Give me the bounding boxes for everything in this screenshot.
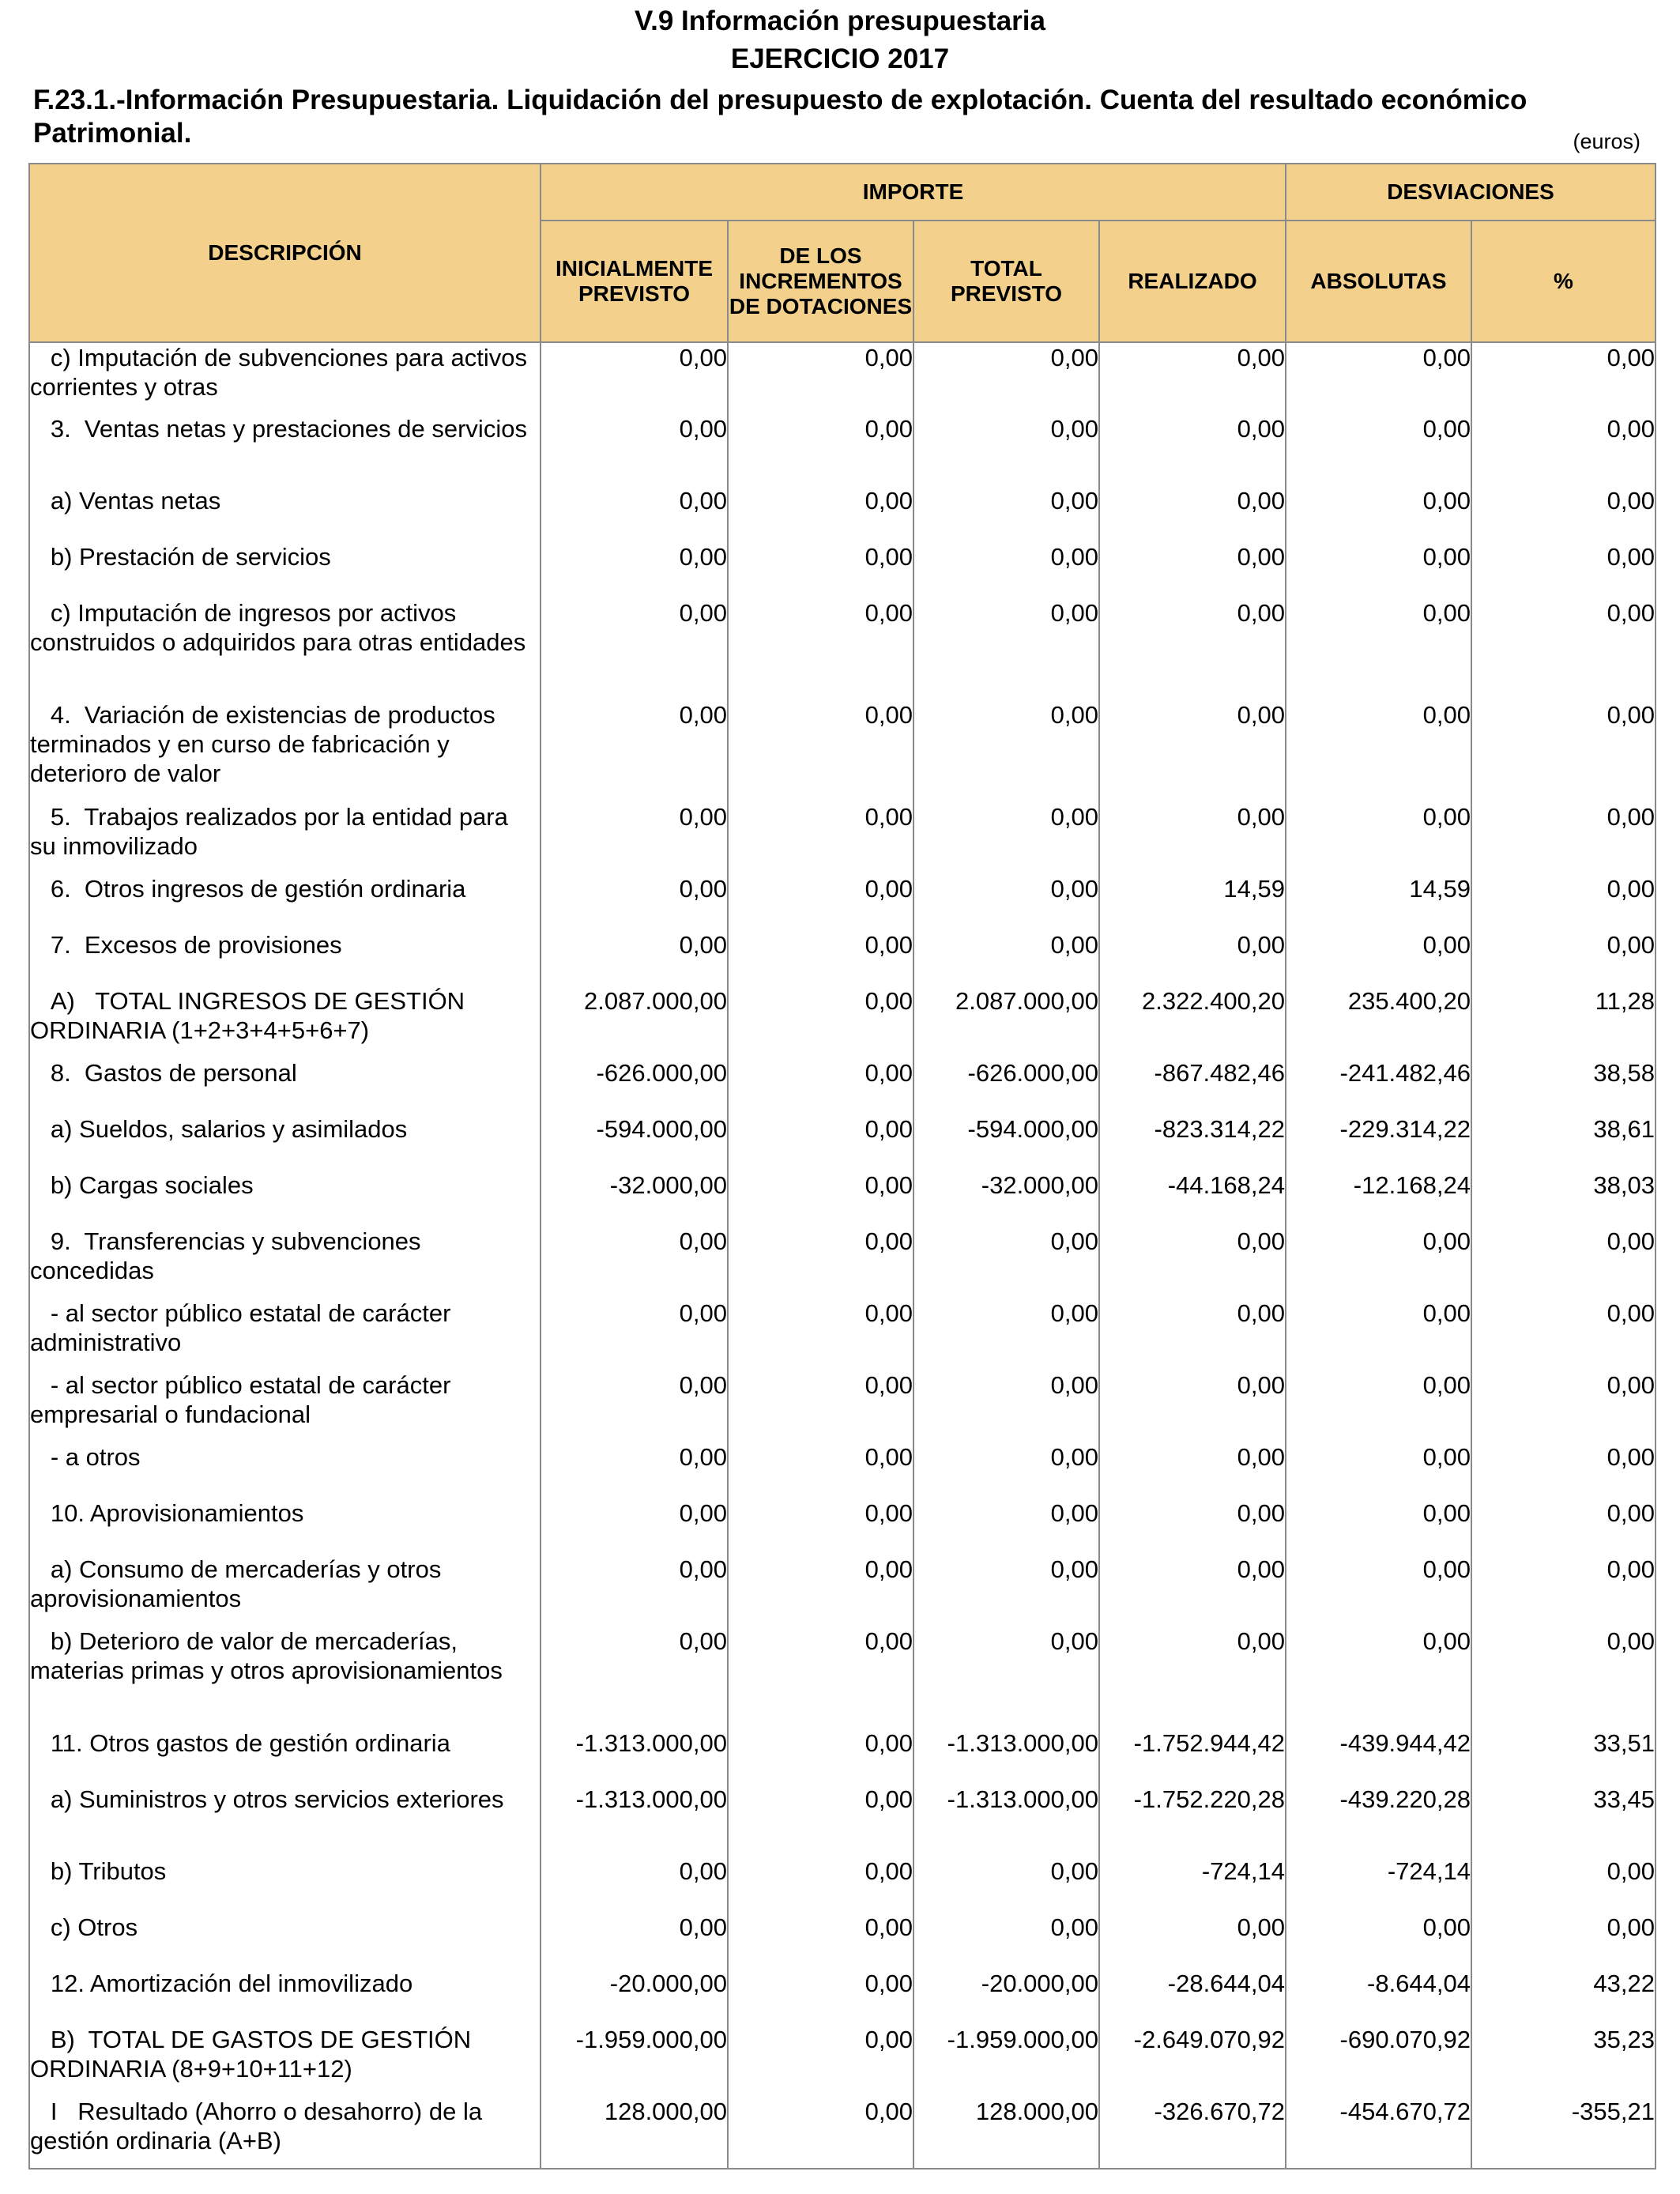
- cell-abs: -229.314,22: [1286, 1114, 1471, 1171]
- row-description: 9. Transferencias y subvenciones concedidas: [29, 1227, 541, 1299]
- table-row: [29, 1913, 1656, 1969]
- cell-realizado: 2.322.400,20: [1099, 986, 1286, 1058]
- cell-realizado: -44.168,24: [1099, 1171, 1286, 1227]
- cell-pct: 38,03: [1471, 1171, 1656, 1227]
- cell-total: 0,00: [913, 1913, 1099, 1969]
- table-row: [29, 342, 1656, 414]
- cell-total: 0,00: [913, 1627, 1099, 1728]
- cell-pct: 0,00: [1471, 598, 1656, 700]
- cell-abs: 0,00: [1286, 1913, 1471, 1969]
- table-row: [29, 1114, 1656, 1171]
- cell-realizado: -28.644,04: [1099, 1969, 1286, 2025]
- table-row: [29, 1498, 1656, 1555]
- cell-incr: 0,00: [728, 598, 913, 700]
- cell-abs: 0,00: [1286, 1555, 1471, 1627]
- cell-abs: -690.070,92: [1286, 2025, 1471, 2097]
- cell-pct: 35,23: [1471, 2025, 1656, 2097]
- table-row: [29, 1299, 1656, 1370]
- cell-pct: 0,00: [1471, 930, 1656, 986]
- table-body: [29, 342, 1656, 2169]
- cell-pct: 0,00: [1471, 1498, 1656, 1555]
- cell-total: -594.000,00: [913, 1114, 1099, 1171]
- cell-inicial: -626.000,00: [541, 1058, 728, 1114]
- header-inicialmente-previsto: INICIALMENTE PREVISTO: [541, 221, 728, 342]
- cell-abs: -12.168,24: [1286, 1171, 1471, 1227]
- cell-total: 0,00: [913, 1227, 1099, 1299]
- table-row: [29, 1969, 1656, 2025]
- cell-total: 0,00: [913, 542, 1099, 598]
- header-descripcion: DESCRIPCIÓN: [29, 164, 541, 342]
- cell-total: 0,00: [913, 1442, 1099, 1498]
- cell-pct: 0,00: [1471, 1227, 1656, 1299]
- row-description: a) Sueldos, salarios y asimilados: [29, 1114, 541, 1171]
- cell-pct: 0,00: [1471, 414, 1656, 486]
- cell-abs: -439.220,28: [1286, 1785, 1471, 1857]
- cell-abs: -8.644,04: [1286, 1969, 1471, 2025]
- cell-inicial: 0,00: [541, 1227, 728, 1299]
- cell-realizado: 0,00: [1099, 342, 1286, 414]
- cell-inicial: 0,00: [541, 1498, 728, 1555]
- cell-realizado: 0,00: [1099, 930, 1286, 986]
- cell-inicial: 0,00: [541, 414, 728, 486]
- table-row: [29, 598, 1656, 700]
- cell-realizado: 0,00: [1099, 1555, 1286, 1627]
- row-description: 5. Trabajos realizados por la entidad para su inmovilizado: [29, 802, 541, 874]
- cell-incr: 0,00: [728, 1785, 913, 1857]
- cell-pct: 0,00: [1471, 874, 1656, 930]
- cell-inicial: 128.000,00: [541, 2097, 728, 2169]
- table-row: [29, 1728, 1656, 1785]
- cell-realizado: 0,00: [1099, 802, 1286, 874]
- cell-abs: -454.670,72: [1286, 2097, 1471, 2169]
- cell-total: -1.313.000,00: [913, 1728, 1099, 1785]
- cell-incr: 0,00: [728, 1058, 913, 1114]
- cell-inicial: 2.087.000,00: [541, 986, 728, 1058]
- cell-realizado: 0,00: [1099, 1299, 1286, 1370]
- cell-pct: 11,28: [1471, 986, 1656, 1058]
- report-subtitle: F.23.1.-Información Presupuestaria. Liquidación del presupuesto de explotación. Cuenta del resultado económico Patrimonial.: [33, 85, 1527, 149]
- table-row: [29, 700, 1656, 802]
- cell-total: -32.000,00: [913, 1171, 1099, 1227]
- cell-pct: 38,61: [1471, 1114, 1656, 1171]
- row-description: 8. Gastos de personal: [29, 1058, 541, 1114]
- cell-abs: 0,00: [1286, 1370, 1471, 1442]
- cell-pct: 0,00: [1471, 1299, 1656, 1370]
- cell-realizado: -823.314,22: [1099, 1114, 1286, 1171]
- cell-inicial: 0,00: [541, 542, 728, 598]
- row-description: c) Imputación de subvenciones para activos corrientes y otras: [29, 342, 541, 414]
- cell-inicial: -1.313.000,00: [541, 1728, 728, 1785]
- cell-inicial: -32.000,00: [541, 1171, 728, 1227]
- row-description: 10. Aprovisionamientos: [29, 1498, 541, 1555]
- table-row: [29, 1227, 1656, 1299]
- cell-incr: 0,00: [728, 414, 913, 486]
- cell-pct: 33,45: [1471, 1785, 1656, 1857]
- cell-total: -1.959.000,00: [913, 2025, 1099, 2097]
- cell-pct: 38,58: [1471, 1058, 1656, 1114]
- table-row: [29, 986, 1656, 1058]
- cell-incr: 0,00: [728, 1442, 913, 1498]
- row-description: 6. Otros ingresos de gestión ordinaria: [29, 874, 541, 930]
- cell-inicial: 0,00: [541, 874, 728, 930]
- cell-abs: 0,00: [1286, 1227, 1471, 1299]
- row-description: a) Suministros y otros servicios exteriores: [29, 1785, 541, 1857]
- table-row: [29, 1857, 1656, 1913]
- cell-incr: 0,00: [728, 700, 913, 802]
- cell-realizado: -326.670,72: [1099, 2097, 1286, 2169]
- cell-realizado: 0,00: [1099, 542, 1286, 598]
- cell-total: 0,00: [913, 342, 1099, 414]
- row-description: 4. Variación de existencias de productos terminados y en curso de fabricación y deterioro de valor: [29, 700, 541, 802]
- cell-total: -626.000,00: [913, 1058, 1099, 1114]
- cell-inicial: -594.000,00: [541, 1114, 728, 1171]
- header-total-previsto: TOTAL PREVISTO: [913, 221, 1099, 342]
- cell-incr: 0,00: [728, 342, 913, 414]
- cell-abs: 0,00: [1286, 414, 1471, 486]
- cell-realizado: 0,00: [1099, 414, 1286, 486]
- table-row: [29, 486, 1656, 542]
- cell-abs: 0,00: [1286, 1299, 1471, 1370]
- cell-inicial: -1.959.000,00: [541, 2025, 728, 2097]
- cell-abs: 0,00: [1286, 1498, 1471, 1555]
- cell-incr: 0,00: [728, 542, 913, 598]
- cell-inicial: 0,00: [541, 342, 728, 414]
- cell-pct: 0,00: [1471, 1555, 1656, 1627]
- fiscal-year-title: EJERCICIO 2017: [730, 43, 950, 74]
- cell-realizado: 0,00: [1099, 700, 1286, 802]
- cell-incr: 0,00: [728, 486, 913, 542]
- cell-incr: 0,00: [728, 1370, 913, 1442]
- table-row: [29, 1555, 1656, 1627]
- row-description: 3. Ventas netas y prestaciones de servicios: [29, 414, 541, 486]
- table-row: [29, 1785, 1656, 1857]
- cell-realizado: 14,59: [1099, 874, 1286, 930]
- cell-inicial: 0,00: [541, 1370, 728, 1442]
- cell-pct: 0,00: [1471, 542, 1656, 598]
- row-description: c) Imputación de ingresos por activos construidos o adquiridos para otras entidades: [29, 598, 541, 700]
- table-row: [29, 930, 1656, 986]
- cell-incr: 0,00: [728, 1913, 913, 1969]
- header-desviaciones: DESVIACIONES: [1286, 164, 1656, 221]
- cell-incr: 0,00: [728, 2025, 913, 2097]
- row-description: c) Otros: [29, 1913, 541, 1969]
- row-description: b) Prestación de servicios: [29, 542, 541, 598]
- cell-inicial: 0,00: [541, 486, 728, 542]
- cell-pct: 0,00: [1471, 1627, 1656, 1728]
- cell-incr: 0,00: [728, 874, 913, 930]
- cell-abs: 0,00: [1286, 486, 1471, 542]
- cell-realizado: 0,00: [1099, 1498, 1286, 1555]
- row-description: 12. Amortización del inmovilizado: [29, 1969, 541, 2025]
- cell-total: 0,00: [913, 1299, 1099, 1370]
- cell-pct: 43,22: [1471, 1969, 1656, 2025]
- cell-inicial: 0,00: [541, 930, 728, 986]
- table-row: [29, 542, 1656, 598]
- cell-realizado: 0,00: [1099, 598, 1286, 700]
- cell-inicial: 0,00: [541, 1555, 728, 1627]
- cell-realizado: 0,00: [1099, 1913, 1286, 1969]
- cell-total: 128.000,00: [913, 2097, 1099, 2169]
- cell-total: 0,00: [913, 1555, 1099, 1627]
- cell-abs: 0,00: [1286, 1627, 1471, 1728]
- table-row: [29, 1370, 1656, 1442]
- table-row: [29, 2025, 1656, 2097]
- cell-inicial: 0,00: [541, 1857, 728, 1913]
- cell-total: 0,00: [913, 1498, 1099, 1555]
- cell-abs: 0,00: [1286, 542, 1471, 598]
- cell-total: 0,00: [913, 414, 1099, 486]
- cell-pct: 0,00: [1471, 802, 1656, 874]
- header-importe: IMPORTE: [541, 164, 1286, 221]
- cell-realizado: -1.752.944,42: [1099, 1728, 1286, 1785]
- cell-pct: 0,00: [1471, 1857, 1656, 1913]
- row-description: 7. Excesos de provisiones: [29, 930, 541, 986]
- table-row: [29, 1627, 1656, 1728]
- cell-total: 0,00: [913, 874, 1099, 930]
- row-description: - al sector público estatal de carácter administrativo: [29, 1299, 541, 1370]
- cell-incr: 0,00: [728, 930, 913, 986]
- cell-inicial: 0,00: [541, 1913, 728, 1969]
- cell-abs: -439.944,42: [1286, 1728, 1471, 1785]
- budget-table: [28, 163, 1656, 2169]
- table-row: [29, 2097, 1656, 2169]
- cell-incr: 0,00: [728, 1627, 913, 1728]
- cell-inicial: -1.313.000,00: [541, 1785, 728, 1857]
- header-incrementos: DE LOS INCREMENTOS DE DOTACIONES: [728, 221, 913, 342]
- cell-abs: 0,00: [1286, 342, 1471, 414]
- cell-incr: 0,00: [728, 1114, 913, 1171]
- row-description: b) Deterioro de valor de mercaderías, materias primas y otros aprovisionamientos: [29, 1627, 541, 1728]
- cell-abs: 0,00: [1286, 1442, 1471, 1498]
- cell-realizado: -724,14: [1099, 1857, 1286, 1913]
- row-description: b) Tributos: [29, 1857, 541, 1913]
- cell-incr: 0,00: [728, 1299, 913, 1370]
- cell-pct: 0,00: [1471, 1442, 1656, 1498]
- cell-incr: 0,00: [728, 986, 913, 1058]
- cell-inicial: 0,00: [541, 1627, 728, 1728]
- row-description: A) TOTAL INGRESOS DE GESTIÓN ORDINARIA (1+2+3+4+5+6+7): [29, 986, 541, 1058]
- cell-pct: 0,00: [1471, 1370, 1656, 1442]
- row-description: a) Consumo de mercaderías y otros aprovisionamientos: [29, 1555, 541, 1627]
- cell-pct: -355,21: [1471, 2097, 1656, 2169]
- cell-total: 0,00: [913, 1857, 1099, 1913]
- cell-abs: 0,00: [1286, 598, 1471, 700]
- cell-realizado: 0,00: [1099, 1442, 1286, 1498]
- cell-incr: 0,00: [728, 1857, 913, 1913]
- cell-pct: 0,00: [1471, 1913, 1656, 1969]
- cell-inicial: 0,00: [541, 700, 728, 802]
- cell-total: 0,00: [913, 598, 1099, 700]
- section-title: V.9 Información presupuestaria: [635, 6, 1045, 36]
- cell-abs: -241.482,46: [1286, 1058, 1471, 1114]
- cell-inicial: -20.000,00: [541, 1969, 728, 2025]
- cell-incr: 0,00: [728, 1171, 913, 1227]
- cell-pct: 0,00: [1471, 700, 1656, 802]
- cell-incr: 0,00: [728, 802, 913, 874]
- cell-abs: 0,00: [1286, 700, 1471, 802]
- cell-realizado: -867.482,46: [1099, 1058, 1286, 1114]
- row-description: - a otros: [29, 1442, 541, 1498]
- header-realizado: REALIZADO: [1099, 221, 1286, 342]
- cell-realizado: -1.752.220,28: [1099, 1785, 1286, 1857]
- row-description: I Resultado (Ahorro o desahorro) de la gestión ordinaria (A+B): [29, 2097, 541, 2169]
- cell-incr: 0,00: [728, 1227, 913, 1299]
- row-description: B) TOTAL DE GASTOS DE GESTIÓN ORDINARIA (8+9+10+11+12): [29, 2025, 541, 2097]
- cell-abs: 235.400,20: [1286, 986, 1471, 1058]
- cell-incr: 0,00: [728, 1555, 913, 1627]
- cell-total: -1.313.000,00: [913, 1785, 1099, 1857]
- cell-abs: -724,14: [1286, 1857, 1471, 1913]
- cell-inicial: 0,00: [541, 598, 728, 700]
- cell-total: 0,00: [913, 802, 1099, 874]
- cell-abs: 14,59: [1286, 874, 1471, 930]
- table-row: [29, 874, 1656, 930]
- table-row: [29, 1171, 1656, 1227]
- cell-total: 0,00: [913, 700, 1099, 802]
- cell-pct: 0,00: [1471, 342, 1656, 414]
- header-porcentaje: %: [1471, 221, 1656, 342]
- cell-abs: 0,00: [1286, 802, 1471, 874]
- cell-inicial: 0,00: [541, 1442, 728, 1498]
- cell-inicial: 0,00: [541, 802, 728, 874]
- cell-total: 0,00: [913, 1370, 1099, 1442]
- row-description: - al sector público estatal de carácter empresarial o fundacional: [29, 1370, 541, 1442]
- units-label: (euros): [1573, 130, 1640, 153]
- cell-incr: 0,00: [728, 1728, 913, 1785]
- cell-pct: 33,51: [1471, 1728, 1656, 1785]
- cell-incr: 0,00: [728, 2097, 913, 2169]
- cell-realizado: 0,00: [1099, 1370, 1286, 1442]
- cell-realizado: 0,00: [1099, 486, 1286, 542]
- cell-total: 2.087.000,00: [913, 986, 1099, 1058]
- row-description: a) Ventas netas: [29, 486, 541, 542]
- table-row: [29, 802, 1656, 874]
- cell-total: 0,00: [913, 930, 1099, 986]
- row-description: b) Cargas sociales: [29, 1171, 541, 1227]
- table-row: [29, 414, 1656, 486]
- cell-realizado: 0,00: [1099, 1227, 1286, 1299]
- table-row: [29, 1442, 1656, 1498]
- cell-total: -20.000,00: [913, 1969, 1099, 2025]
- cell-incr: 0,00: [728, 1498, 913, 1555]
- cell-inicial: 0,00: [541, 1299, 728, 1370]
- cell-abs: 0,00: [1286, 930, 1471, 986]
- cell-pct: 0,00: [1471, 486, 1656, 542]
- cell-realizado: 0,00: [1099, 1627, 1286, 1728]
- header-absolutas: ABSOLUTAS: [1286, 221, 1471, 342]
- table-row: [29, 1058, 1656, 1114]
- row-description: 11. Otros gastos de gestión ordinaria: [29, 1728, 541, 1785]
- cell-total: 0,00: [913, 486, 1099, 542]
- cell-incr: 0,00: [728, 1969, 913, 2025]
- cell-realizado: -2.649.070,92: [1099, 2025, 1286, 2097]
